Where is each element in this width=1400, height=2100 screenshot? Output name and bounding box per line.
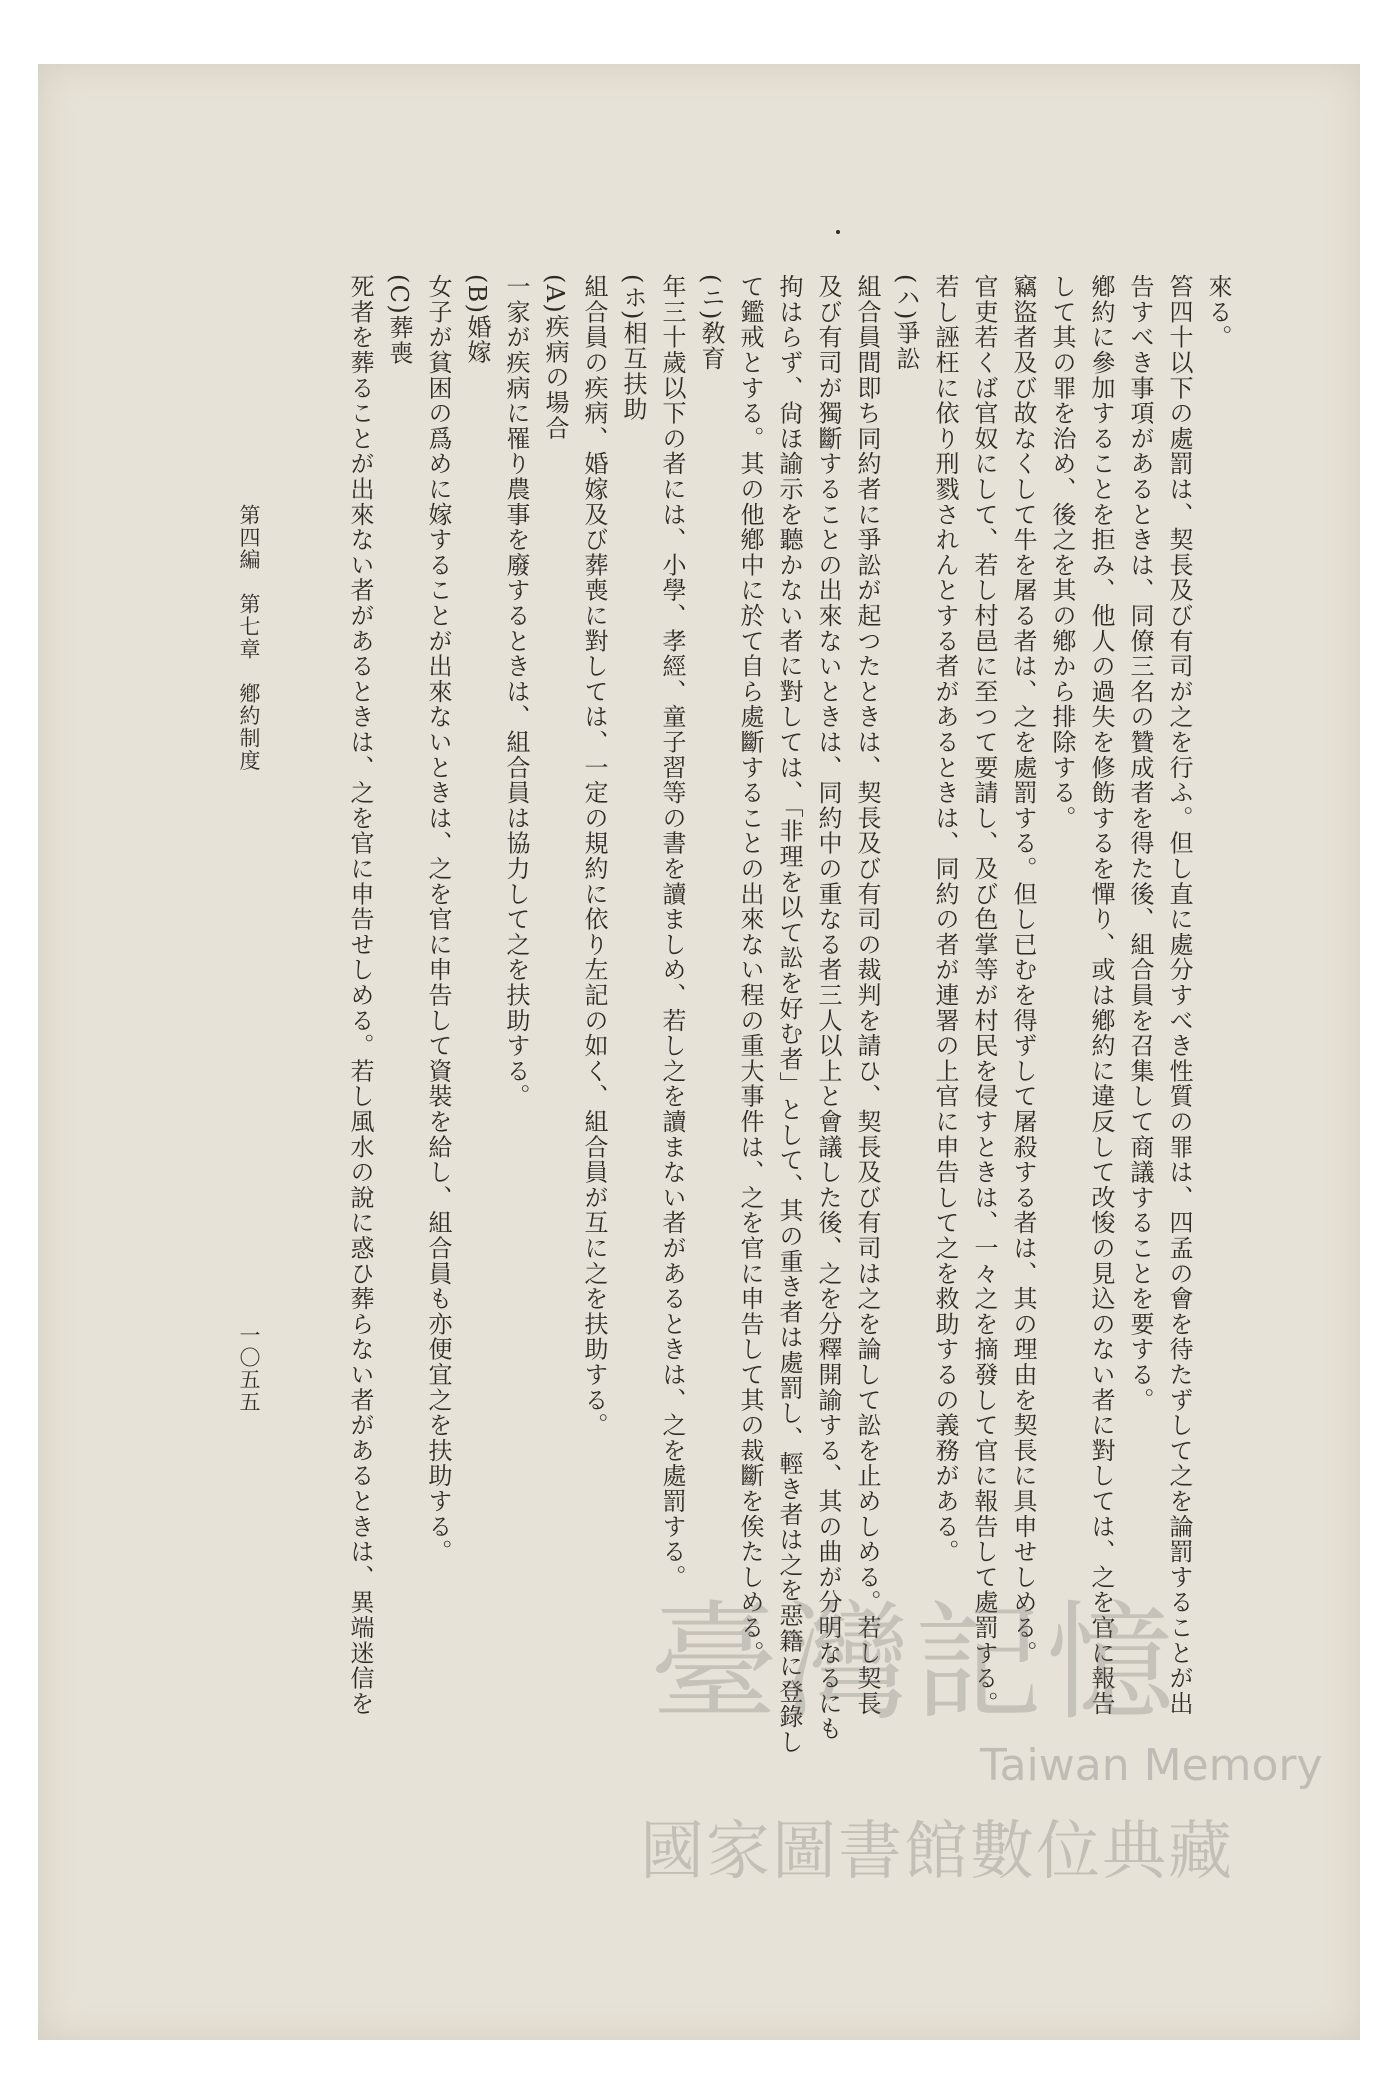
text-line-13: て鑑戒とする。其の他鄕中に於て自ら處斷することの出來ない程の重大事件は、之を官に申告して其の裁斷を俟たしめる。 xyxy=(736,274,764,1666)
text-line-11: 及び有司が獨斷することの出來ないときは、同約中の重なる者三人以上と會議した後、之を分釋開諭する、其の曲が分明なるにも xyxy=(814,274,842,1742)
text-line-5: して其の罪を治め、後之を其の鄕から排除する。 xyxy=(1048,274,1076,831)
text-line-21: 女子が貧困の爲めに嫁することが出來ないときは、之を官に申告して資裝を給し、組合員も亦便宜之を扶助する。 xyxy=(424,274,452,1565)
page-number: 一〇五五 xyxy=(237,1324,261,1414)
watermark-english: Taiwan Memory xyxy=(980,1740,1323,1791)
watermark-chinese: 國家圖書館數位典藏 xyxy=(640,1815,1234,1889)
text-line-10: 組合員間即ち同約者に爭訟が起つたときは、契長及び有司の裁判を請ひ、契長及び有司は之を論して訟を止めしめる。若し契長 xyxy=(853,274,881,1717)
text-line-2: 笞四十以下の處罰は、契長及び有司が之を行ふ。但し直に處分すべき性質の罪は、四孟の會を待たずして之を論罰することが出 xyxy=(1165,274,1193,1717)
subheading-marriage: (B)婚嫁 xyxy=(463,274,491,365)
text-line-7: 官吏若くば官奴にして、若し村邑に至つて要請し、及び色掌等が村民を侵すときは、一々之を摘發して官に報告して處罰する。 xyxy=(970,274,998,1717)
subheading-illness: (A)疾病の場合 xyxy=(541,274,569,441)
section-heading-mutual-aid: (ホ)相互扶助 xyxy=(619,274,647,422)
subheading-funeral: (C)葬喪 xyxy=(385,274,413,366)
print-speck xyxy=(836,230,840,234)
text-line-23: 死者を葬ることが出來ない者があるときは、之を官に申告せしめる。若し風水の說に惑ひ葬らない者があるときは、異端迷信を xyxy=(346,274,374,1717)
text-line-1: 來る。 xyxy=(1204,274,1232,350)
text-line-8: 若し誣枉に依り刑戮されんとする者があるときは、同約の者が連署の上官に申告して之を救助するの義務がある。 xyxy=(931,274,959,1565)
text-line-3: 告すべき事項があるときは、同僚三名の贊成者を得た後、組合員を召集して商議することを要する。 xyxy=(1126,274,1154,1413)
section-heading-education: (ニ)敎育 xyxy=(697,274,725,372)
text-line-12: 拘はらず、尙ほ諭示を聽かない者に對しては、「非理を以て訟を好む者」として、其の重き者は處罰し、輕き者は之を惡籍に登錄し xyxy=(775,274,803,1755)
watermark-logo: 臺灣記憶 xyxy=(650,1589,1179,1738)
text-line-4: 鄕約に參加することを拒み、他人の過失を修飭するを憚り、或は鄕約に違反して改悛の見込のない者に對しては、之を官に報告 xyxy=(1087,274,1115,1717)
section-heading-dispute: (ハ)爭訟 xyxy=(892,274,920,372)
text-line-6: 竊盜者及び故なくして牛を屠る者は、之を處罰する。但し已むを得ずして屠殺する者は、其の理由を契長に具申せしめる。 xyxy=(1009,274,1037,1666)
text-line-19: 一家が疾病に罹り農事を廢するときは、組合員は協力して之を扶助する。 xyxy=(502,274,530,1109)
text-line-17: 組合員の疾病、婚嫁及び葬喪に對しては、一定の規約に依り左記の如く、組合員が互に之を扶助する。 xyxy=(580,274,608,1438)
text-line-15: 年三十歲以下の者には、小學、孝經、童子習等の書を讀ましめ、若し之を讀まない者があるときは、之を處罰する。 xyxy=(658,274,686,1590)
running-head: 第四編 第七章 鄕約制度 xyxy=(237,504,261,772)
